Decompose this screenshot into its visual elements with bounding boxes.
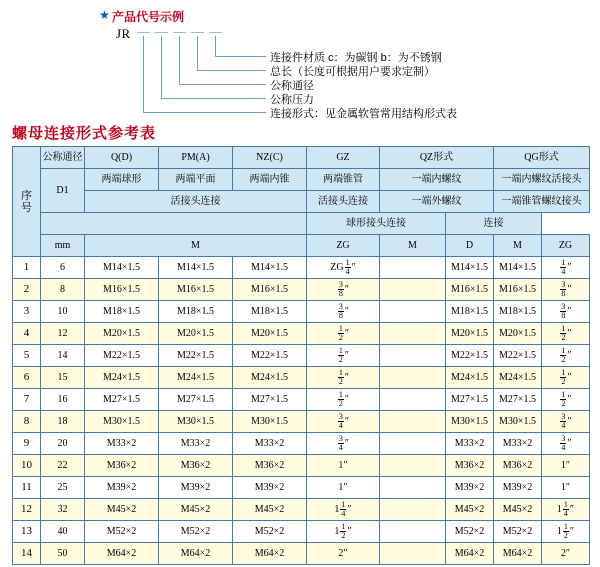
cell-qz-d: M22×1.5 [446, 345, 494, 367]
table-row [13, 455, 590, 477]
header-unit-m2: M [380, 235, 446, 257]
cell-seq: 6 [13, 367, 41, 389]
cell-dn: 8 [41, 279, 85, 301]
cell-pma: M45×2 [159, 499, 233, 521]
table-row [13, 345, 590, 367]
cell-pma: M30×1.5 [159, 411, 233, 433]
code-segment-5 [209, 32, 222, 33]
cell-gz: $\frac{1}{2}$ ″ [307, 367, 380, 389]
cell-qd: M52×2 [85, 521, 159, 543]
cell-dn: 10 [41, 301, 85, 323]
header-group-qz: QZ形式 [380, 147, 494, 169]
table-row [13, 367, 590, 389]
header-desc-qg: 一端内螺纹活接头 [494, 169, 590, 191]
cell-qg-zg: $\frac{1}{4}$ ″ [542, 257, 590, 279]
cell-pma: M18×1.5 [159, 301, 233, 323]
cell-dn: 18 [41, 411, 85, 433]
header-group-nzc: NZ(C) [233, 147, 307, 169]
cell-qg-m: M22×1.5 [494, 345, 542, 367]
code-prefix-label: JR [116, 26, 131, 41]
cell-qd: M24×1.5 [85, 367, 159, 389]
cell-qg-zg: $\frac{1}{2}$ ″ [542, 345, 590, 367]
cell-dn: 16 [41, 389, 85, 411]
header-subdesc-left: 活接头连接 [85, 191, 307, 213]
cell-qg-m: M16×1.5 [494, 279, 542, 301]
cell-qz-m [380, 477, 446, 499]
cell-qz-d: M14×1.5 [446, 257, 494, 279]
cell-qg-m: M39×2 [494, 477, 542, 499]
leader-line-h-2 [197, 70, 266, 71]
nut-connection-table [12, 146, 590, 565]
cell-qz-m [380, 389, 446, 411]
cell-qz-d: M52×2 [446, 521, 494, 543]
cell-seq: 9 [13, 433, 41, 455]
cell-seq: 12 [13, 499, 41, 521]
header-dn-sub: D1 [41, 169, 85, 213]
cell-qd: M27×1.5 [85, 389, 159, 411]
cell-qg-m: M18×1.5 [494, 301, 542, 323]
header-dn-unit: mm [41, 235, 85, 257]
cell-gz: 2″ [307, 543, 380, 565]
cell-seq: 2 [13, 279, 41, 301]
header-unit-m: M [85, 235, 307, 257]
cell-qg-m: M20×1.5 [494, 323, 542, 345]
cell-gz: ZG $\frac{1}{4}$ ″ [307, 257, 380, 279]
legend-material: 连接件材质 c：为碳钢 b：为不锈钢 [270, 52, 442, 64]
cell-dn: 12 [41, 323, 85, 345]
cell-qd: M16×1.5 [85, 279, 159, 301]
cell-nzc: M52×2 [233, 521, 307, 543]
cell-qz-d: M39×2 [446, 477, 494, 499]
cell-qz-d: M24×1.5 [446, 367, 494, 389]
leader-line-v-2 [197, 36, 198, 70]
cell-pma: M20×1.5 [159, 323, 233, 345]
cell-seq: 5 [13, 345, 41, 367]
cell-nzc: M33×2 [233, 433, 307, 455]
cell-seq: 8 [13, 411, 41, 433]
cell-qz-m [380, 433, 446, 455]
header-unit-m3: M [494, 235, 542, 257]
cell-qz-m [380, 455, 446, 477]
cell-dn: 25 [41, 477, 85, 499]
cell-gz: $\frac{3}{4}$ ″ [307, 411, 380, 433]
header-desc-gz: 两端锥管 [307, 169, 380, 191]
cell-qg-zg: $\frac{3}{4}$ ″ [542, 411, 590, 433]
table-row [13, 477, 590, 499]
cell-qg-zg: 1″ [542, 477, 590, 499]
cell-pma: M33×2 [159, 433, 233, 455]
cell-qd: M36×2 [85, 455, 159, 477]
leader-line-v-4 [161, 36, 162, 98]
cell-qg-zg: $\frac{1}{2}$ ″ [542, 367, 590, 389]
cell-qg-zg: $\frac{1}{2}$ ″ [542, 389, 590, 411]
cell-dn: 6 [41, 257, 85, 279]
cell-gz: 1″ [307, 455, 380, 477]
header-group-qd: Q(D) [85, 147, 159, 169]
cell-gz: $\frac{3}{4}$ ″ [307, 433, 380, 455]
cell-qg-zg: 2″ [542, 543, 590, 565]
leader-line-h-1 [215, 56, 266, 57]
cell-qg-zg: 1 $\frac{1}{2}$ ″ [542, 521, 590, 543]
header-desc-qz-2: 一端外螺纹 [380, 191, 494, 213]
cell-qg-m: M45×2 [494, 499, 542, 521]
cell-qz-m [380, 345, 446, 367]
spec-table-wrapper [12, 146, 589, 565]
cell-qz-d: M33×2 [446, 433, 494, 455]
cell-qz-d: M45×2 [446, 499, 494, 521]
header-desc-pma: 两端平面 [159, 169, 233, 191]
header-subdesc-gz: 活接头连接 [307, 191, 380, 213]
header-subdesc-qg: 连接 [446, 213, 542, 235]
cell-nzc: M45×2 [233, 499, 307, 521]
table-row [13, 301, 590, 323]
cell-qz-m [380, 279, 446, 301]
cell-qd: M14×1.5 [85, 257, 159, 279]
cell-qz-m [380, 323, 446, 345]
cell-qz-m [380, 499, 446, 521]
table-row [13, 411, 590, 433]
header-group-pma: PM(A) [159, 147, 233, 169]
leader-line-h-5 [143, 112, 266, 113]
cell-qd: M39×2 [85, 477, 159, 499]
cell-qz-d: M30×1.5 [446, 411, 494, 433]
cell-qd: M22×1.5 [85, 345, 159, 367]
cell-qg-m: M27×1.5 [494, 389, 542, 411]
cell-qz-m [380, 367, 446, 389]
product-code-diagram [0, 0, 600, 118]
cell-nzc: M36×2 [233, 455, 307, 477]
cell-qd: M64×2 [85, 543, 159, 565]
table-row [13, 279, 590, 301]
cell-dn: 50 [41, 543, 85, 565]
cell-pma: M52×2 [159, 521, 233, 543]
cell-qd: M30×1.5 [85, 411, 159, 433]
cell-gz: $\frac{3}{8}$ ″ [307, 301, 380, 323]
cell-qz-m [380, 521, 446, 543]
cell-seq: 11 [13, 477, 41, 499]
header-dn: 公称通径 [41, 147, 85, 169]
cell-pma: M64×2 [159, 543, 233, 565]
header-group-gz: GZ [307, 147, 380, 169]
header-blank-left [41, 213, 307, 235]
legend-total-length: 总长（长度可根据用户要求定制） [270, 66, 435, 78]
leader-line-h-3 [179, 84, 266, 85]
cell-qz-d: M36×2 [446, 455, 494, 477]
cell-gz: 1 $\frac{1}{2}$ ″ [307, 521, 380, 543]
cell-nzc: M20×1.5 [233, 323, 307, 345]
cell-nzc: M30×1.5 [233, 411, 307, 433]
cell-pma: M14×1.5 [159, 257, 233, 279]
legend-connection-type: 连接形式：见金属软管常用结构形式表 [270, 108, 457, 120]
leader-line-h-4 [161, 98, 266, 99]
cell-qd: M33×2 [85, 433, 159, 455]
header-desc-qz: 一端内螺纹 [380, 169, 494, 191]
cell-pma: M24×1.5 [159, 367, 233, 389]
leader-line-v-3 [179, 36, 180, 84]
cell-pma: M39×2 [159, 477, 233, 499]
legend-nominal-diameter: 公称通径 [270, 80, 314, 92]
cell-nzc: M24×1.5 [233, 367, 307, 389]
cell-seq: 10 [13, 455, 41, 477]
header-desc-qd: 两端球形 [85, 169, 159, 191]
cell-seq: 14 [13, 543, 41, 565]
cell-qg-m: M52×2 [494, 521, 542, 543]
cell-pma: M27×1.5 [159, 389, 233, 411]
cell-qz-d: M18×1.5 [446, 301, 494, 323]
cell-nzc: M39×2 [233, 477, 307, 499]
legend-nominal-pressure: 公称压力 [270, 94, 314, 106]
cell-qz-m [380, 543, 446, 565]
cell-pma: M22×1.5 [159, 345, 233, 367]
cell-seq: 7 [13, 389, 41, 411]
code-segment-4 [191, 32, 204, 33]
cell-dn: 40 [41, 521, 85, 543]
cell-dn: 32 [41, 499, 85, 521]
cell-dn: 20 [41, 433, 85, 455]
header-seq: 序 号 [13, 147, 41, 257]
table-body [13, 257, 590, 565]
cell-qz-m [380, 301, 446, 323]
code-diagram-title: 产品代号示例 [112, 10, 185, 24]
header-unit-d: D [446, 235, 494, 257]
cell-dn: 22 [41, 455, 85, 477]
cell-qg-m: M36×2 [494, 455, 542, 477]
header-subdesc-qz: 球形接头连接 [307, 213, 446, 235]
cell-qg-m: M64×2 [494, 543, 542, 565]
cell-qg-zg: $\frac{3}{8}$ ″ [542, 279, 590, 301]
cell-seq: 1 [13, 257, 41, 279]
code-segment-2 [155, 32, 168, 33]
cell-qg-zg: 1 $\frac{1}{4}$ ″ [542, 499, 590, 521]
table-row [13, 543, 590, 565]
cell-qd: M20×1.5 [85, 323, 159, 345]
header-unit-zg2: ZG [542, 235, 590, 257]
cell-qg-m: M33×2 [494, 433, 542, 455]
code-segment-3 [173, 32, 186, 33]
cell-gz: $\frac{1}{2}$ ″ [307, 323, 380, 345]
cell-nzc: M14×1.5 [233, 257, 307, 279]
cell-qg-zg: $\frac{1}{2}$ ″ [542, 323, 590, 345]
cell-dn: 14 [41, 345, 85, 367]
cell-qz-d: M64×2 [446, 543, 494, 565]
cell-qz-m [380, 257, 446, 279]
header-desc-qg-2: 一端锥管螺纹接头 [494, 191, 590, 213]
cell-nzc: M27×1.5 [233, 389, 307, 411]
cell-gz: $\frac{1}{2}$ ″ [307, 345, 380, 367]
cell-qz-d: M20×1.5 [446, 323, 494, 345]
cell-qz-d: M16×1.5 [446, 279, 494, 301]
cell-seq: 3 [13, 301, 41, 323]
cell-nzc: M22×1.5 [233, 345, 307, 367]
code-segment-1 [137, 32, 150, 33]
table-row [13, 389, 590, 411]
cell-qg-m: M14×1.5 [494, 257, 542, 279]
star-icon: ★ [99, 8, 110, 22]
cell-seq: 13 [13, 521, 41, 543]
table-row [13, 323, 590, 345]
leader-line-v-5 [143, 36, 144, 112]
table-row [13, 521, 590, 543]
cell-qg-m: M30×1.5 [494, 411, 542, 433]
section-heading: 螺母连接形式参考表 [12, 125, 157, 142]
cell-nzc: M18×1.5 [233, 301, 307, 323]
cell-gz: 1″ [307, 477, 380, 499]
cell-qz-m [380, 411, 446, 433]
cell-qg-zg: $\frac{3}{8}$ ″ [542, 301, 590, 323]
cell-qz-d: M27×1.5 [446, 389, 494, 411]
header-group-qg: QG形式 [494, 147, 590, 169]
table-row [13, 257, 590, 279]
cell-qd: M18×1.5 [85, 301, 159, 323]
cell-pma: M16×1.5 [159, 279, 233, 301]
cell-qg-zg: 1″ [542, 455, 590, 477]
table-row [13, 499, 590, 521]
header-desc-nzc: 两端内锥 [233, 169, 307, 191]
cell-qg-zg: $\frac{3}{4}$ ″ [542, 433, 590, 455]
cell-qg-m: M24×1.5 [494, 367, 542, 389]
cell-gz: 1 $\frac{1}{4}$ ″ [307, 499, 380, 521]
cell-seq: 4 [13, 323, 41, 345]
cell-gz: $\frac{3}{8}$ ″ [307, 279, 380, 301]
cell-dn: 15 [41, 367, 85, 389]
cell-nzc: M64×2 [233, 543, 307, 565]
leader-line-v-1 [215, 36, 216, 56]
cell-gz: $\frac{1}{2}$ ″ [307, 389, 380, 411]
table-row [13, 433, 590, 455]
cell-nzc: M16×1.5 [233, 279, 307, 301]
header-unit-zg: ZG [307, 235, 380, 257]
cell-qd: M45×2 [85, 499, 159, 521]
cell-pma: M36×2 [159, 455, 233, 477]
